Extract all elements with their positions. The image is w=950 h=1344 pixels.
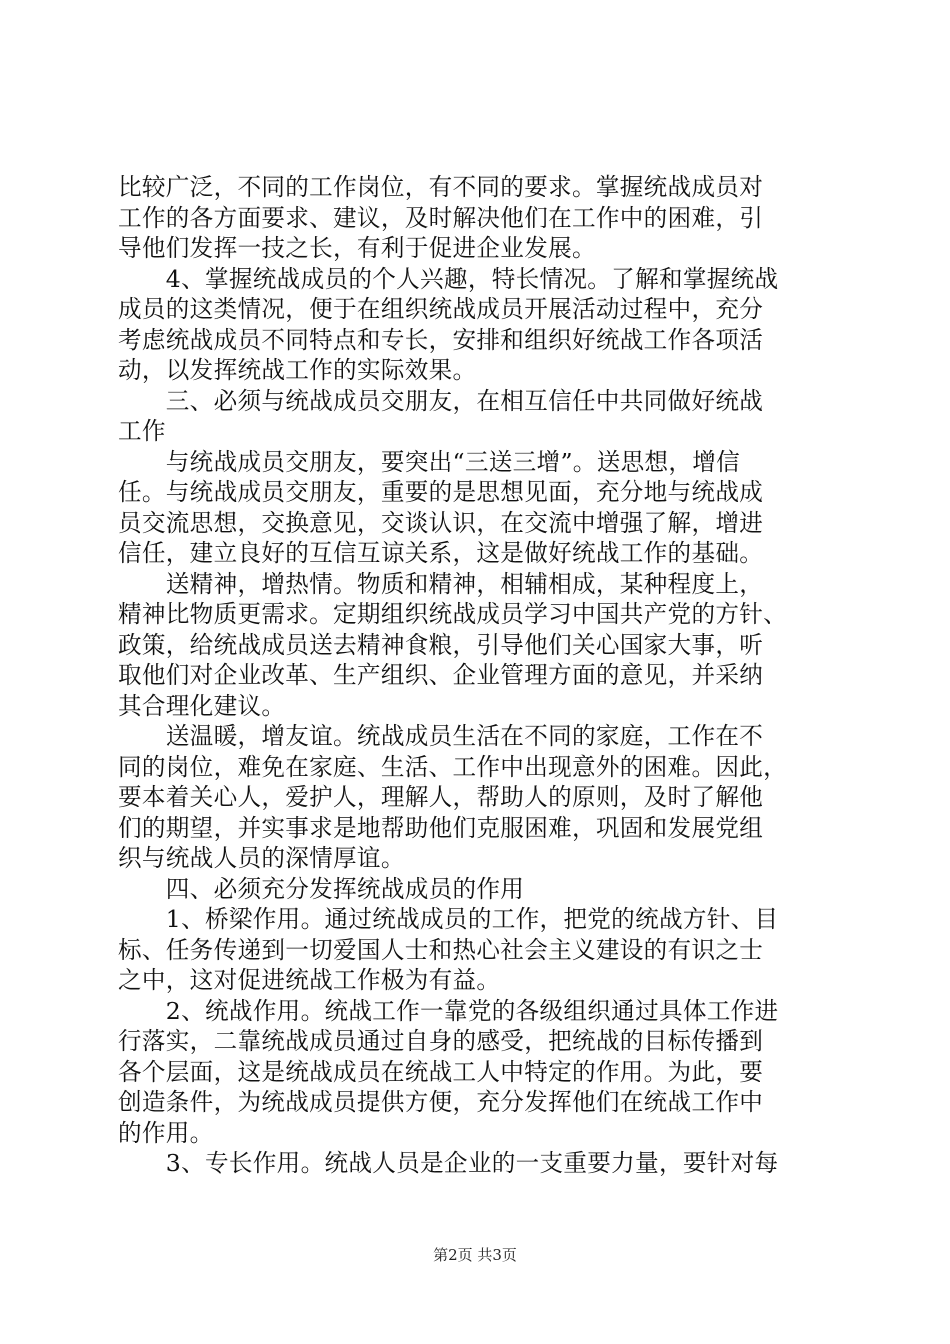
text-line: 信任，建立良好的互信互谅关系，这是做好统战工作的基础。: [118, 539, 764, 567]
text-line: 标、任务传递到一切爱国人士和热心社会主义建设的有识之士: [118, 935, 764, 964]
text-line: 行落实，二靠统战成员通过自身的感受，把统战的目标传播到: [118, 1027, 764, 1055]
text-line: 工作: [118, 417, 166, 445]
text-line: 动，以发挥统战工作的实际效果。: [118, 356, 477, 384]
text-line: 其合理化建议。: [118, 691, 286, 720]
text-line: 同的岗位，难免在家庭、生活、工作中出现意外的困难。因此，: [118, 752, 788, 781]
text-line: 任。与统战成员交朋友，重要的是思想见面，充分地与统战成: [118, 478, 764, 506]
text-line: 考虑统战成员不同特点和专长，安排和组织好统战工作各项活: [118, 325, 764, 354]
text-line: 比较广泛，不同的工作岗位，有不同的要求。掌握统战成员对: [118, 173, 764, 201]
text-line: 三、必须与统战成员交朋友，在相互信任中共同做好统战: [118, 386, 764, 415]
text-line: 员交流思想，交换意见，交谈认识，在交流中增强了解，增进: [118, 508, 764, 537]
text-line: 创造条件，为统战成员提供方便，充分发挥他们在统战工作中: [118, 1088, 764, 1116]
text-line: 政策，给统战成员送去精神食粮，引导他们关心国家大事，听: [118, 630, 764, 659]
text-line: 4、掌握统战成员的个人兴趣，特长情况。了解和掌握统战: [118, 264, 779, 293]
text-line: 要本着关心人，爱护人，理解人，帮助人的原则，及时了解他: [118, 783, 764, 811]
text-line: 成员的这类情况，便于在组织统战成员开展活动过程中，充分: [118, 295, 764, 323]
text-line: 3、专长作用。统战人员是企业的一支重要力量，要针对每: [118, 1149, 779, 1177]
page-footer: 第2页 共3页: [433, 1246, 517, 1264]
text-line: 各个层面，这是统战成员在统战工人中特定的作用。为此，要: [118, 1057, 764, 1086]
text-line: 送精神，增热情。物质和精神，相辅相成，某种程度上，: [118, 569, 764, 598]
text-line: 与统战成员交朋友，要突出“三送三增”。送思想，增信: [118, 447, 741, 476]
text-line: 1、桥梁作用。通过统战成员的工作，把党的统战方针、目: [118, 905, 779, 933]
text-line: 织与统战人员的深情厚谊。: [118, 844, 405, 872]
text-line: 2、统战作用。统战工作一靠党的各级组织通过具体工作进: [118, 996, 779, 1025]
text-line: 精神比物质更需求。定期组织统战成员学习中国共产党的方针、: [118, 600, 788, 628]
text-line: 工作的各方面要求、建议，及时解决他们在工作中的困难，引: [118, 203, 764, 232]
text-line: 送温暖，增友谊。统战成员生活在不同的家庭，工作在不: [118, 722, 764, 750]
body-text: [118, 172, 832, 1179]
text-line: 的作用。: [118, 1118, 214, 1147]
text-line: 们的期望，并实事求是地帮助他们克服困难，巩固和发展党组: [118, 813, 764, 842]
text-line: 取他们对企业改革、生产组织、企业管理方面的意见，并采纳: [118, 661, 764, 689]
text-line: 导他们发挥一技之长，有利于促进企业发展。: [118, 234, 596, 262]
text-line: 四、必须充分发挥统战成员的作用: [118, 874, 525, 903]
text-line: 之中，这对促进统战工作极为有益。: [118, 966, 501, 994]
